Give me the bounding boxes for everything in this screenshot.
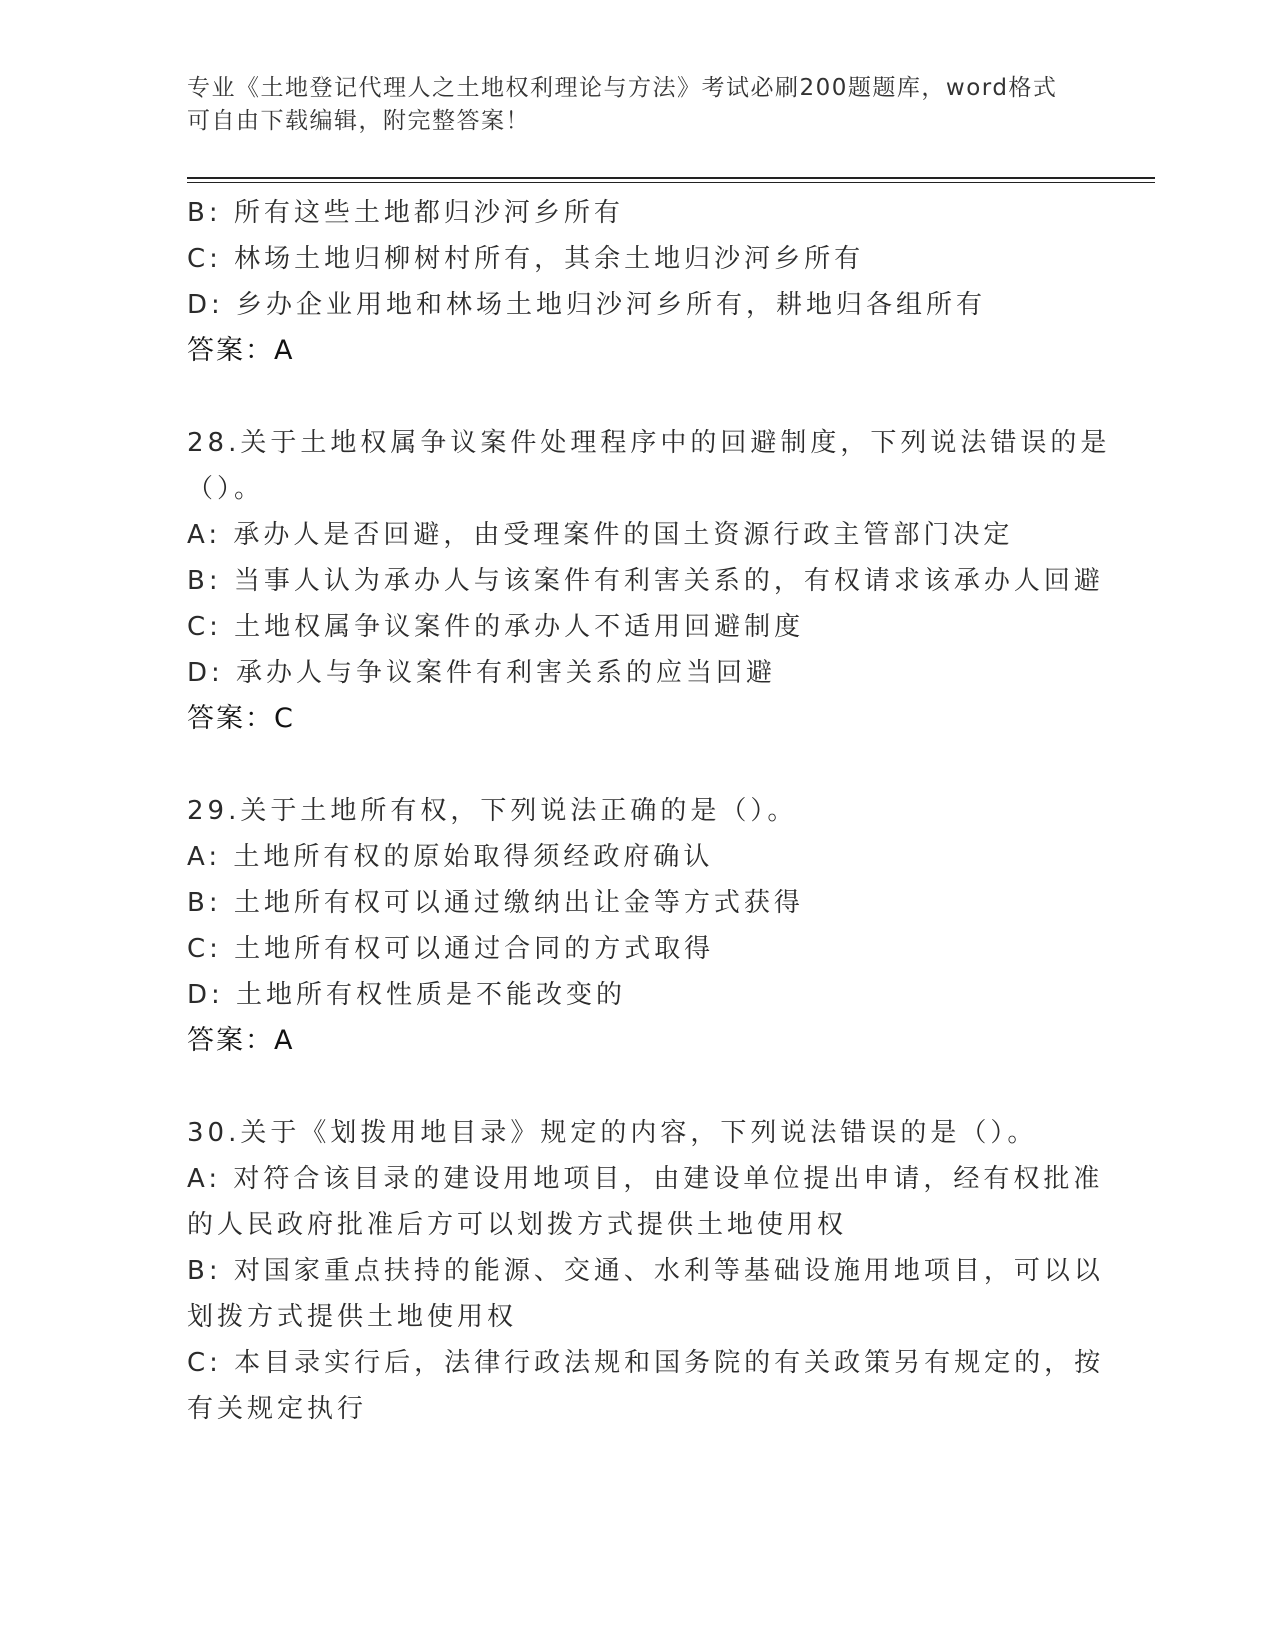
- question-stem: 29.关于土地所有权，下列说法正确的是（）。: [187, 796, 798, 826]
- header-divider-thin: [187, 182, 1155, 183]
- option-c: C: 林场土地归柳树村所有，其余土地归沙河乡所有: [187, 244, 865, 274]
- question-stem-continued: （）。: [187, 474, 265, 504]
- question-28: [187, 420, 1111, 742]
- option-d: D: 土地所有权性质是不能改变的: [187, 980, 627, 1010]
- option-a-continued: 的人民政府批准后方可以划拨方式提供土地使用权: [187, 1210, 848, 1240]
- option-b: B: 所有这些土地都归沙河乡所有: [187, 198, 624, 228]
- option-a: A: 土地所有权的原始取得须经政府确认: [187, 842, 714, 872]
- answer-label: 答案：A: [187, 335, 295, 366]
- option-b-continued: 划拨方式提供土地使用权: [187, 1302, 518, 1332]
- option-d: D: 承办人与争议案件有利害关系的应当回避: [187, 658, 777, 688]
- question-stem: 28.关于土地权属争议案件处理程序中的回避制度，下列说法错误的是: [187, 428, 1111, 458]
- question-27-tail: [187, 190, 1087, 374]
- answer-label: 答案：C: [187, 703, 295, 734]
- spacer: [187, 742, 1087, 788]
- option-c: C: 土地权属争议案件的承办人不适用回避制度: [187, 612, 805, 642]
- option-c-continued: 有关规定执行: [187, 1394, 368, 1424]
- option-b: B: 对国家重点扶持的能源、交通、水利等基础设施用地项目，可以以: [187, 1256, 1104, 1286]
- spacer: [187, 374, 1087, 420]
- question-29: [187, 788, 1087, 1064]
- option-c: C: 本目录实行后，法律行政法规和国务院的有关政策另有规定的，按: [187, 1348, 1105, 1378]
- question-30: [187, 1110, 1105, 1432]
- option-b: B: 土地所有权可以通过缴纳出让金等方式获得: [187, 888, 804, 918]
- option-b: B: 当事人认为承办人与该案件有利害关系的，有权请求该承办人回避: [187, 566, 1104, 596]
- document-header: [187, 72, 1087, 138]
- answer-label: 答案：A: [187, 1025, 295, 1056]
- option-c: C: 土地所有权可以通过合同的方式取得: [187, 934, 715, 964]
- header-title-line-2: 可自由下载编辑，附完整答案！: [187, 108, 530, 134]
- question-stem: 30.关于《划拨用地目录》规定的内容，下列说法错误的是（）。: [187, 1118, 1038, 1148]
- header-divider-thick: [187, 177, 1155, 179]
- option-d: D: 乡办企业用地和林场土地归沙河乡所有，耕地归各组所有: [187, 290, 987, 320]
- option-a: A: 承办人是否回避，由受理案件的国土资源行政主管部门决定: [187, 520, 1014, 550]
- spacer: [187, 1064, 1087, 1110]
- header-title-line-1: 专业《土地登记代理人之土地权利理论与方法》考试必刷200题题库，word格式: [187, 75, 1058, 101]
- option-a: A: 对符合该目录的建设用地项目，由建设单位提出申请，经有权批准: [187, 1164, 1104, 1194]
- question-list: [187, 190, 1111, 1432]
